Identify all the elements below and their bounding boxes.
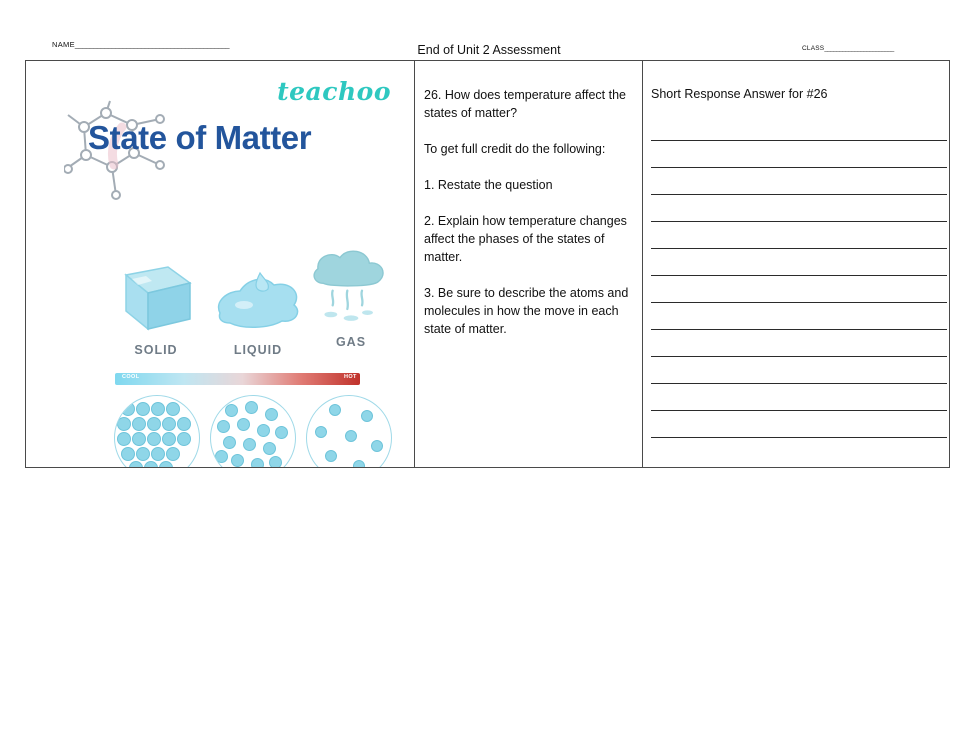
states-illustrations [26,251,415,366]
answer-line[interactable] [651,222,947,249]
answer-line[interactable] [651,114,947,141]
class-write-line: _______________________ [824,45,894,52]
question-step-1: 1. Restate the question [424,178,553,192]
cool-label: COOL [122,374,140,380]
liquid-particles-circle [210,395,296,467]
class-label: CLASS [802,45,825,52]
question-step-3: 3. Be sure to describe the atoms and molecules in how the move in each state of matter. [424,286,629,336]
answer-cell [643,61,949,467]
question-step-2: 2. Explain how temperature changes affect the phases of the states of matter. [424,214,627,264]
worksheet-table [25,60,950,468]
answer-line[interactable] [651,249,947,276]
molecule-icon [64,99,184,219]
answer-line[interactable] [651,357,947,384]
solid-label: SOLID [134,343,178,357]
particle-diagrams [26,395,415,467]
name-label: NAME [52,40,75,49]
answer-writing-lines[interactable] [651,114,939,438]
answer-line[interactable] [651,141,947,168]
answer-line[interactable] [651,411,947,438]
answer-line[interactable] [651,303,947,330]
poster-cell [26,61,415,467]
cloud-vapor-icon [291,243,411,331]
state-of-matter-poster [26,61,415,467]
answer-line[interactable] [651,384,947,411]
page-header [0,40,978,62]
question-prompt: 26. How does temperature affect the states of matter? [424,88,626,120]
poster-baseline [26,466,415,467]
temperature-gradient-bar [115,373,360,385]
solid-particles-circle [114,395,200,467]
answer-line[interactable] [651,168,947,195]
name-write-line: __________________________________________ [74,40,230,49]
liquid-label: LIQUID [233,343,283,357]
class-field-label [802,45,894,52]
question-cell [415,61,643,467]
question-instructions-intro: To get full credit do the following: [424,142,606,156]
answer-line[interactable] [651,195,947,222]
gas-particles-circle [306,395,392,467]
answer-label: Short Response Answer for #26 [651,87,828,101]
poster-title: State of Matter [88,119,312,156]
question-text [424,86,630,338]
teachoo-logo: teachoo [277,77,391,106]
hot-label: HOT [344,374,357,380]
answer-line[interactable] [651,276,947,303]
answer-line[interactable] [651,330,947,357]
page-title: End of Unit 2 Assessment [417,43,561,57]
gas-label: GAS [335,335,367,349]
